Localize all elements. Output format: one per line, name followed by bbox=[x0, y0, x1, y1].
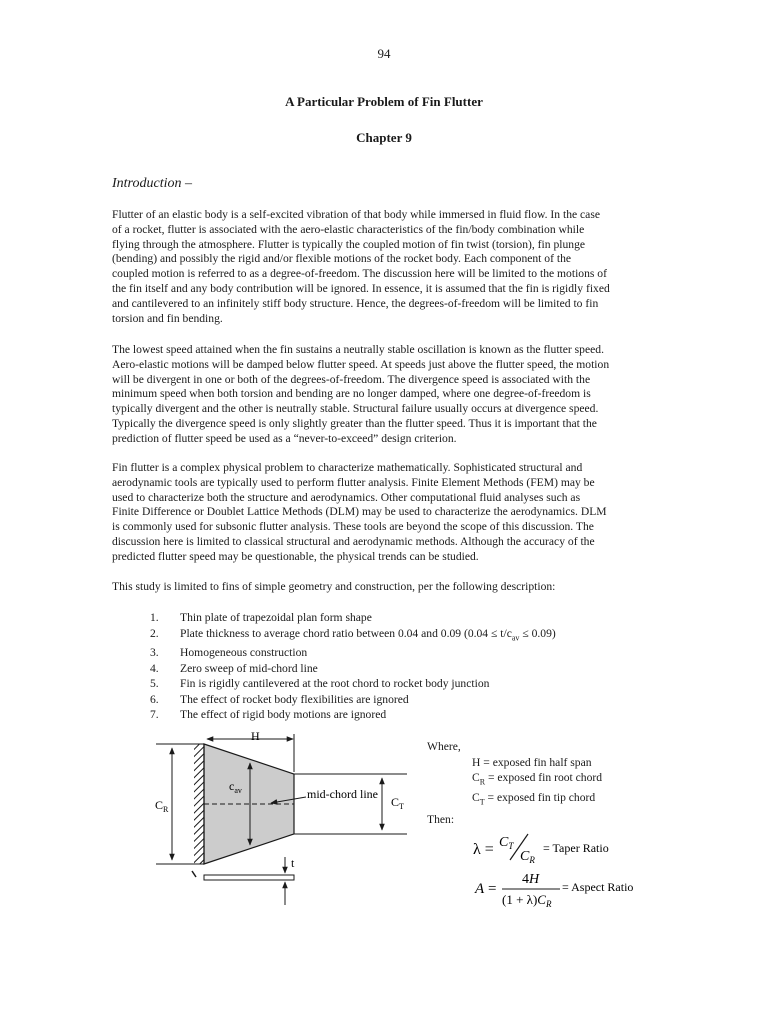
text-line: Typically the divergence speed is only slightly greater than the flutter speed. Thus it is important that the bbox=[112, 416, 597, 430]
definitions-block bbox=[427, 739, 602, 810]
ct-definition: $C_T$ = exposed fin tip chord bbox=[472, 790, 596, 807]
cr-label: $C_R$ bbox=[155, 798, 169, 814]
then-label: Then: bbox=[427, 813, 455, 826]
paragraph-flutter-definition bbox=[112, 208, 647, 326]
list-number: 1. bbox=[150, 611, 159, 624]
h-label: H bbox=[251, 729, 260, 743]
list-item bbox=[150, 645, 556, 661]
aspect-ratio-label: = Aspect Ratio bbox=[562, 880, 634, 894]
text-line: typically divergent and the other is neutrally stable. Structural failure usually occurs at divergence speed. bbox=[112, 402, 599, 416]
paragraph-analysis-methods bbox=[112, 461, 647, 565]
page-number: 94 bbox=[377, 46, 391, 61]
text-line: Flutter of an elastic body is a self-excited vibration of that body while immersed in fluid flow. In the case bbox=[112, 208, 600, 221]
ct-label: $C_T$ bbox=[391, 795, 404, 811]
list-number: 6. bbox=[150, 692, 159, 706]
text-line: Finite Difference or Doublet Lattice Methods (DLM) may be used to characterize the aerodynamics. DLM bbox=[112, 505, 607, 519]
text-line: the fin itself and any body contribution will be ignored. In essence, it is assumed that the fin is rigidly fixed bbox=[112, 281, 610, 295]
text-line: prediction of flutter speed be used as a “never-to-exceed” design criterion. bbox=[112, 431, 457, 445]
list-item bbox=[150, 610, 556, 626]
h-definition: H = exposed fin half span bbox=[472, 755, 592, 769]
section-heading: Introduction – bbox=[112, 176, 192, 191]
aspect-denominator: $(1 + \lambda)C_R$ bbox=[502, 892, 552, 909]
list-text: Fin is rigidly cantilevered at the root chord to rocket body junction bbox=[180, 677, 490, 691]
mid-chord-label: mid-chord line bbox=[307, 787, 378, 801]
fin-geometry-figure bbox=[140, 725, 420, 915]
cav-label: $c_{av}$ bbox=[229, 779, 242, 795]
text-line: discussion here is limited to classical structural and aerodynamic methods. Although the accuracy of the bbox=[112, 534, 595, 548]
thickness-section-plate bbox=[204, 875, 294, 880]
text-line: Fin flutter is a complex physical problem to characterize mathematically. Sophisticated structural and bbox=[112, 461, 583, 474]
lambda-symbol: λ = bbox=[473, 841, 494, 858]
text-line: This study is limited to fins of simple geometry and construction, per the following description: bbox=[112, 580, 556, 593]
list-number: 3. bbox=[150, 646, 159, 660]
list-text: Plate thickness to average chord ratio between 0.04 and 0.09 (0.04 ≤ t/c bbox=[180, 626, 512, 640]
list-item bbox=[150, 626, 556, 646]
cr-denominator: $C_R$ bbox=[520, 849, 535, 865]
text-line: (bending) and possibly the rigid and/or flexible motions of the rocket body. Each component of the bbox=[112, 252, 572, 266]
aspect-symbol: A bbox=[475, 881, 485, 897]
paragraph-flutter-speed bbox=[112, 343, 647, 447]
text-line: minimum speed when both torsion and bending are no longer damped, where one degree-of-freedom is bbox=[112, 387, 591, 401]
list-subscript: av bbox=[511, 632, 520, 642]
list-text: The effect of rigid body motions are ignored bbox=[180, 708, 387, 722]
page-title: A Particular Problem of Fin Flutter bbox=[285, 94, 483, 109]
list-text: Zero sweep of mid-chord line bbox=[180, 661, 318, 675]
text-line: will be divergent in one or both of the degrees-of-freedom. The divergence speed is associated with the bbox=[112, 372, 591, 386]
cr-definition: $C_R$ = exposed fin root chord bbox=[472, 771, 603, 787]
section-tick-mark bbox=[192, 871, 196, 877]
list-text: Thin plate of trapezoidal plan form shape bbox=[180, 611, 372, 624]
list-number: 4. bbox=[150, 661, 159, 675]
aspect-ratio-equation bbox=[470, 868, 645, 912]
assumptions-list bbox=[150, 610, 556, 723]
ct-numerator: $C_T$ bbox=[499, 835, 514, 851]
list-item bbox=[150, 676, 556, 692]
text-line: torsion and fin bending. bbox=[112, 311, 223, 325]
chapter-heading: Chapter 9 bbox=[356, 130, 412, 145]
list-item bbox=[150, 707, 556, 723]
text-line: Aero-elastic motions will be damped below flutter speed. At speeds just above the flutter speed, the motion bbox=[112, 357, 610, 371]
text-line: coupled motion is referred to as a degree-of-freedom. The discussion here will be limited to the motions of bbox=[112, 267, 607, 281]
list-number: 5. bbox=[150, 677, 159, 691]
where-label: Where, bbox=[427, 740, 461, 753]
list-item bbox=[150, 661, 556, 677]
aspect-numerator: 4H bbox=[522, 872, 540, 887]
paragraph-study-scope bbox=[112, 580, 647, 595]
list-text: The effect of rocket body flexibilities are ignored bbox=[180, 692, 409, 706]
text-line: flying through the atmosphere. Flutter is typically the coupled motion of fin twist (torsion), fin plunge bbox=[112, 237, 586, 251]
list-item bbox=[150, 692, 556, 708]
list-text: Homogeneous construction bbox=[180, 646, 308, 660]
text-line: used to characterize both the structure and aerodynamics. Other computational fluid analyses such as bbox=[112, 490, 581, 504]
text-line: and cantilevered to an infinitely stiff body structure. Hence, the degrees-of-freedom will be limited to fin bbox=[112, 296, 599, 310]
list-number: 7. bbox=[150, 708, 159, 722]
body-wall-hatching bbox=[194, 744, 204, 864]
taper-ratio-equation bbox=[470, 828, 620, 870]
taper-ratio-label: = Taper Ratio bbox=[543, 841, 609, 855]
text-line: is commonly used for subsonic flutter analysis. These tools are beyond the scope of this discussion. The bbox=[112, 520, 594, 534]
text-line: predicted flutter speed may be questionable, the physical trends can be studied. bbox=[112, 549, 479, 563]
list-text-tail: ≤ 0.09) bbox=[519, 626, 556, 640]
text-line: The lowest speed attained when the fin sustains a neutrally stable oscillation is known as the flutter speed. bbox=[112, 343, 604, 356]
thickness-label: t bbox=[291, 856, 295, 870]
equals-sign: = bbox=[488, 881, 497, 897]
text-line: aerodynamic tools are typically used to perform flutter analysis. Finite Element Methods (FEM) may be bbox=[112, 475, 595, 489]
text-line: of a rocket, flutter is associated with the aero-elastic characteristics of the fin/body combination while bbox=[112, 222, 585, 236]
list-number: 2. bbox=[150, 626, 159, 640]
